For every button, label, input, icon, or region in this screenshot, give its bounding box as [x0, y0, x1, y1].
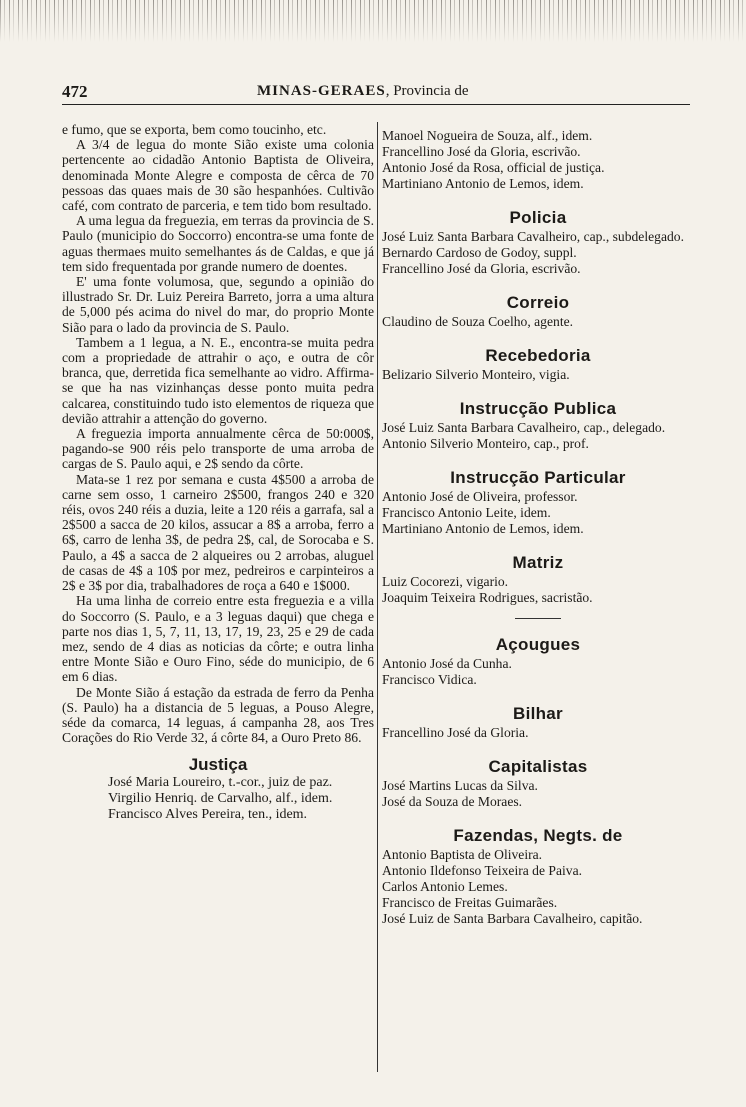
section-heading: Matriz	[512, 553, 564, 572]
section-heading: Instrucção Publica	[459, 399, 617, 418]
entry: Luiz Cocorezi, vigario.	[382, 574, 509, 589]
section-bilhar	[382, 706, 694, 741]
paragraph: De Monte Sião á estação da estrada de ferro da Penha (S. Paulo) ha a distancia de 5 leguas, a Pouso Alegre, séde da comarca, 14 leguas, á campanha 28, aos Tres Corações do Rio Verde 32, á côrte 84, a Ouro Preto 86.	[62, 684, 374, 746]
entry: Francisco de Freitas Guimarães.	[382, 895, 558, 910]
section-heading: Fazendas, Negts. de	[453, 826, 623, 845]
header-rule	[62, 104, 690, 105]
paragraph: Tambem a 1 legua, a N. E., encontra-se muita pedra com a propriedade de attrahir o aço, e outra de côr branca, que, derretida fica semelhante ao vidro. Affirma-se que ha nas vizinhanças desse ponto muita pedra calcarea, constituindo tudo isto elementos de riqueza que devião attrahir a attenção do governo.	[62, 334, 374, 426]
paragraph: Mata-se 1 rez por semana e custa 4$500 a arroba de carne sem osso, 1 carneiro 2$500, frangos 240 e 320 réis, ovos 240 réis a duzia, leite a 120 réis a garrafa, sal a 2$500 a sacca de 20 kilos, assucar a 8$ a arroba, ferro a 6$, carro de lenha 3$, de pedra 2$, cal, de Sorocaba e S. Paulo, a 4$ a sacca de 2 alqueires ou 2 arrobas, aluguel de casas de 4$ a 10$ por mez, pedreiros e carpinteiros a 2$ e 3$ por dia, trabalhadores de roça a 640 e 1$000.	[62, 471, 374, 594]
entry: Virgilio Henriq. de Carvalho, alf., idem.	[108, 790, 333, 806]
entry: Martiniano Antonio de Lemos, idem.	[382, 176, 584, 191]
column-divider	[377, 122, 378, 1072]
section-policia	[382, 210, 694, 277]
section-heading: Instrucção Particular	[450, 468, 626, 487]
section-instruccao-publica	[382, 401, 694, 452]
paragraph: A freguezia importa annualmente cêrca de 50:000$, pagando-se 900 réis pelo transporte de uma arroba de cargas de S. Paulo aqui, e 2$ sendo da côrte.	[62, 426, 374, 472]
entry: Antonio Ildefonso Teixeira de Paiva.	[382, 863, 583, 878]
section-matriz	[382, 555, 694, 619]
entry: José Maria Loureiro, t.-cor., juiz de paz.	[108, 774, 333, 790]
entry: Francisco Alves Pereira, ten., idem.	[108, 806, 308, 822]
entry: Francellino José da Gloria.	[382, 725, 529, 740]
section-heading: Bilhar	[513, 704, 563, 723]
left-column	[62, 122, 374, 1082]
section-instruccao-particular	[382, 470, 694, 537]
section-separator	[515, 618, 561, 619]
entry: Joaquim Teixeira Rodrigues, sacristão.	[382, 590, 593, 605]
page-header	[62, 82, 688, 104]
section-correio	[382, 295, 694, 330]
entry: Francellino José da Gloria, escrivão.	[382, 144, 581, 159]
scan-noise-band	[0, 0, 746, 42]
section-justica	[62, 757, 374, 822]
entry: Francisco Antonio Leite, idem.	[382, 505, 551, 520]
section-heading: Açougues	[495, 635, 581, 654]
entry: Bernardo Cardoso de Godoy, suppl.	[382, 245, 577, 260]
section-acougues	[382, 637, 694, 688]
section-heading: Correio	[506, 293, 570, 312]
section-fazendas	[382, 828, 694, 927]
entry: Antonio José de Oliveira, professor.	[382, 489, 578, 504]
entry: José da Souza de Moraes.	[382, 794, 523, 809]
entry: Belizario Silverio Monteiro, vigia.	[382, 367, 570, 382]
paragraph: Ha uma linha de correio entre esta freguezia e a villa do Soccorro (S. Paulo, e a 3 leguas daqui) que chega e parte nos dias 1, 5, 7, 11, 13, 17, 19, 23, 25 e 29 de cada mez, sendo de 4 dias as noticias da côrte; e outra linha entre Monte Sião e Ouro Fino, séde do municipio, de 6 em 6 dias.	[62, 593, 374, 685]
entry: José Martins Lucas da Silva.	[382, 778, 538, 793]
paragraph: A 3/4 de legua do monte Sião existe uma colonia pertencente ao cidadão Antonio Baptista de Oliveira, denominada Monte Alegre e composta de cêrca de 70 pessoas das quaes mais de 30 são hespanhóes. Cultivão café, com contrato de parceria, e tem tido bom resultado.	[62, 137, 374, 214]
paragraph: A uma legua da freguezia, em terras da provincia de S. Paulo (municipio do Soccorro) encontra-se uma fonte de aguas thermaes muito semelhantes ás de Caldas, e que já tem sido frequentada por grande numero de doentes.	[62, 213, 374, 274]
section-recebedoria	[382, 348, 694, 383]
entry: Francisco Vidica.	[382, 672, 477, 687]
paragraph: E' uma fonte volumosa, que, segundo a opinião do illustrado Sr. Dr. Luiz Pereira Barreto, jorra a uma altura de 5,000 pés acima do nivel do mar, do proprio Monte Sião para o lado da provincia de S. Paulo.	[62, 274, 374, 335]
right-column	[382, 128, 694, 1088]
entry: Manoel Nogueira de Souza, alf., idem.	[382, 128, 593, 143]
section-heading: Policia	[509, 208, 567, 227]
section-heading: Justiça	[188, 755, 248, 775]
entry: Francellino José da Gloria, escrivão.	[382, 261, 581, 276]
entry: Antonio José da Rosa, official de justiça.	[382, 160, 605, 175]
entry: Antonio José da Cunha.	[382, 656, 512, 671]
entry: Martiniano Antonio de Lemos, idem.	[382, 521, 584, 536]
entry: Carlos Antonio Lemes.	[382, 879, 508, 894]
entry: José Luiz Santa Barbara Cavalheiro, cap., subdelegado.	[382, 229, 684, 244]
running-head-subtitle: , Provincia de	[385, 83, 469, 99]
page-number: 472	[62, 82, 88, 101]
entry: Antonio Baptista de Oliveira.	[382, 847, 543, 862]
section-heading: Capitalistas	[488, 757, 588, 776]
paragraph: e fumo, que se exporta, bem como toucinho, etc.	[62, 122, 327, 137]
entry: José Luiz Santa Barbara Cavalheiro, cap., delegado.	[382, 420, 666, 435]
section-heading: Recebedoria	[485, 346, 591, 365]
entry: Antonio Silverio Monteiro, cap., prof.	[382, 436, 589, 451]
running-head-title: MINAS-GERAES	[257, 83, 386, 99]
entry: José Luiz de Santa Barbara Cavalheiro, capitão.	[382, 911, 643, 926]
entry: Claudino de Souza Coelho, agente.	[382, 314, 574, 329]
section-capitalistas	[382, 759, 694, 810]
running-head	[257, 83, 469, 100]
